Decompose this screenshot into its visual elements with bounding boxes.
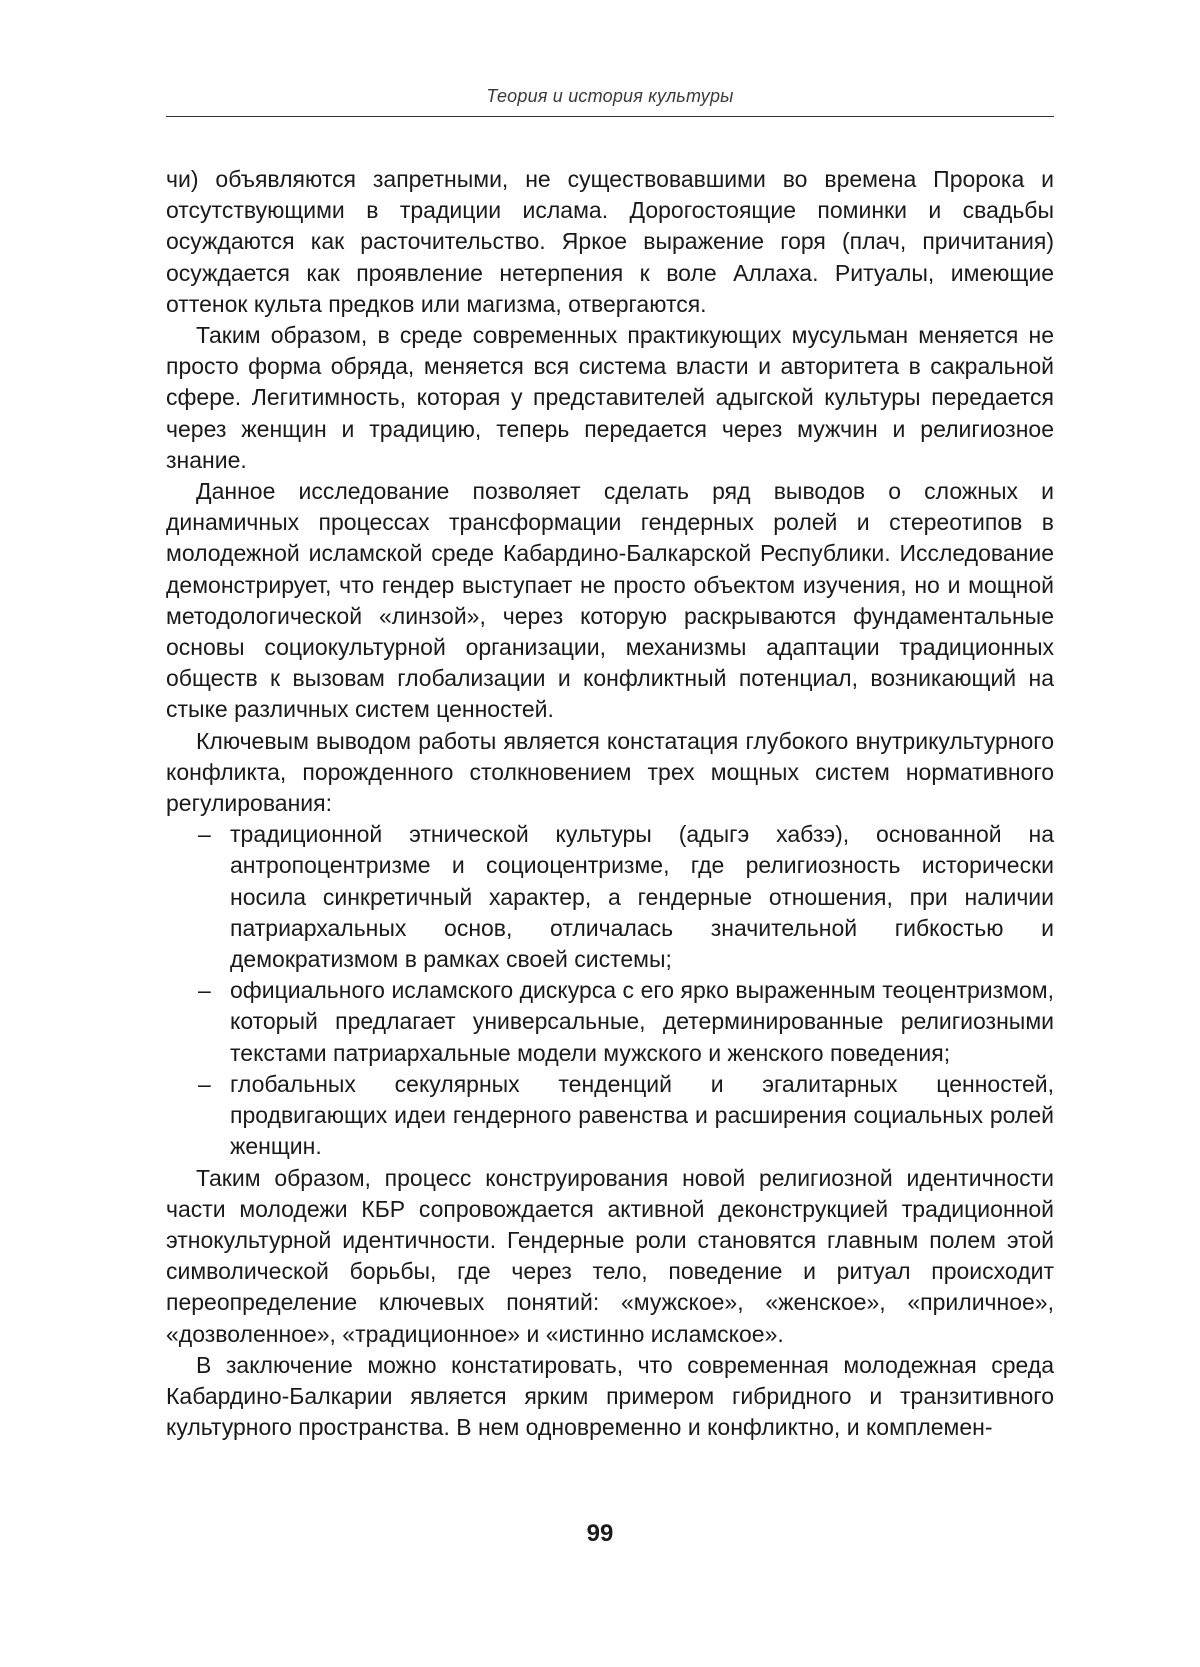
paragraph-4: Ключевым выводом работы является констатация глубокого внутрикультурного конфликта, порожденного столкновением трех мощных систем нормативного регулирования: xyxy=(166,727,1054,817)
paragraph-6: В заключение можно констатировать, что современная молодежная среда Кабардино-Балкарии является ярким примером гибридного и транзитивного культурного пространства. В нем одновременно и конфликтно, и комплемен- xyxy=(166,1351,1054,1441)
list-item-text: глобальных секулярных тенденций и эгалитарных ценностей, продвигающих идеи гендерного равенства и расширения социальных ролей женщин. xyxy=(230,1070,1054,1160)
paragraph-5: Таким образом, процесс конструирования новой религиозной идентичности части молодежи КБР сопровождается активной деконструкцией традиционной этнокультурной идентичности. Гендерные роли становятся главным полем этой символической борьбы, где через тело, поведение и ритуал происходит переопределение ключевых понятий: «мужское», «женское», «приличное», «дозволенное», «традиционное» и «истинно исламское». xyxy=(166,1164,1054,1347)
list-item xyxy=(166,1069,1054,1163)
page-number: 99 xyxy=(586,1520,614,1547)
running-title: Теория и история культуры xyxy=(486,86,734,106)
list-item xyxy=(166,975,1054,1069)
list-dash: – xyxy=(198,821,211,848)
list-item-text: традиционной этнической культуры (адыгэ хабзэ), основанной на антропоцентризме и социоцентризме, где религиозность исторически носила синкретичный характер, а гендерные отношения, при наличии патриархальных основ, отличалась значительной гибкостью и демократизмом в рамках своей системы; xyxy=(230,821,1054,973)
paragraph-2: Таким образом, в среде современных практикующих мусульман меняется не просто форма обряда, меняется вся система власти и авторитета в сакральной сфере. Легитимность, которая у представителей адыгской культуры передается через женщин и традицию, теперь передается через мужчин и религиозное знание. xyxy=(166,322,1054,473)
list-item-text: официального исламского дискурса с его ярко выраженным теоцентризмом, который предлагает универсальные, детерминированные религиозными текстами патриархальные модели мужского и женского поведения; xyxy=(230,977,1054,1066)
paragraph-1: чи) объявляются запретными, не существовавшими во времена Пророка и отсутствующими в традиции ислама. Дорогостоящие поминки и свадьбы осуждаются как расточительство. Яркое выражение горя (плач, причитания) осуждается как проявление нетерпения к воле Аллаха. Ритуалы, имеющие оттенок культа предков или магизма, отвергаются. xyxy=(166,166,1054,317)
main-text xyxy=(166,164,1054,1443)
paragraph-3: Данное исследование позволяет сделать ряд выводов о сложных и динамичных процессах трансформации гендерных ролей и стереотипов в молодежной исламской среде Кабардино-Балкарской Республики. Исследование демонстрирует, что гендер выступает не просто объектом изучения, но и мощной методологической «линзой», через которую раскрываются фундаментальные основы социокультурной организации, механизмы адаптации традиционных обществ к вызовам глобализации и конфликтный потенциал, возникающий на стыке различных систем ценностей. xyxy=(166,478,1054,723)
list-dash: – xyxy=(198,977,211,1004)
list-item xyxy=(166,819,1054,975)
header-rule xyxy=(166,116,1054,117)
list-dash: – xyxy=(198,1070,211,1097)
dash-list xyxy=(166,819,1054,1162)
